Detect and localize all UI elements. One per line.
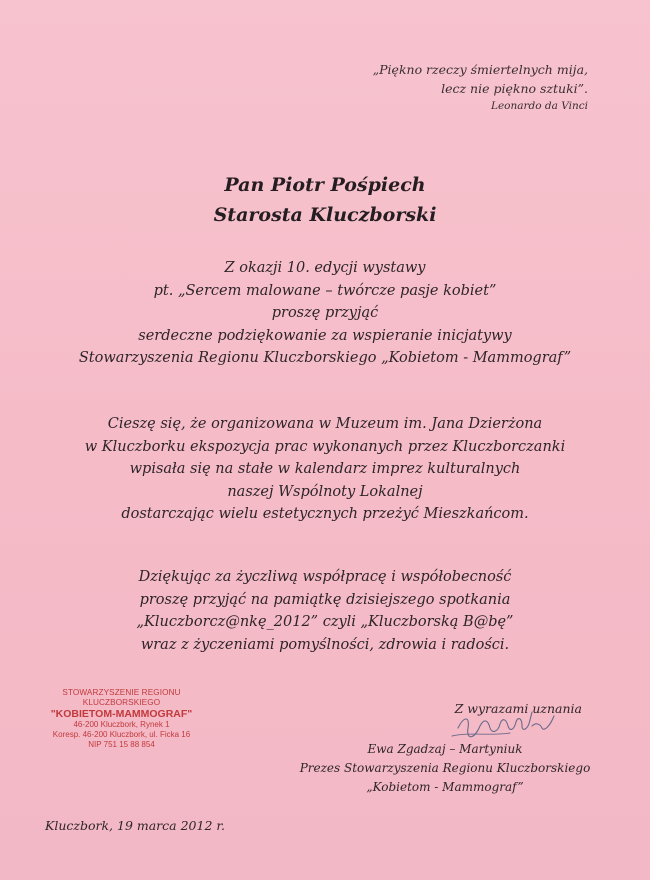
signatory-name: Ewa Zgadzaj – Martyniuk	[367, 742, 523, 756]
stamp-line-3: 46-200 Kluczbork, Rynek 1	[73, 720, 170, 729]
paragraph-line: Stowarzyszenia Regionu Kluczborskiego „Kobietom - Mammograf”	[78, 350, 572, 366]
paragraph-exhibition	[20, 413, 630, 526]
paragraph-line: Cieszę się, że organizowana w Muzeum im. Jana Dzierżona	[107, 416, 543, 432]
stamp-line-2: "KOBIETOM-MAMMOGRAF"	[50, 708, 193, 720]
paragraph-line: wpisała się na stałe w kalendarz imprez kulturalnych	[129, 461, 521, 477]
addressee-title: Starosta Kluczborski	[213, 204, 437, 226]
association-stamp	[34, 688, 209, 750]
signatory-role: Prezes Stowarzyszenia Regionu Kluczborskiego	[299, 761, 591, 775]
stamp-line-4: Koresp. 46-200 Kluczbork, ul. Ficka 16	[52, 730, 191, 739]
paragraph-line: serdeczne podziękowanie za wspieranie inicjatywy	[138, 327, 512, 344]
paragraph-line: Z okazji 10. edycji wystawy	[224, 260, 426, 276]
paragraph-line: pt. „Sercem malowane – twórcze pasje kobiet”	[153, 282, 497, 299]
epigraph-quote	[373, 60, 588, 115]
paragraph-line: wraz z życzeniami pomyślności, zdrowia i radości.	[140, 636, 510, 653]
paragraph-wishes	[20, 566, 630, 656]
paragraph-line: „Kluczborcz@nkę_2012” czyli „Kluczborską B@bę”	[136, 614, 514, 630]
closing-phrase: Z wyrazami uznania	[454, 701, 582, 716]
signatory-org: „Kobietom - Mammograf”	[366, 780, 524, 794]
place-and-date: Kluczbork, 19 marca 2012 r.	[45, 818, 225, 833]
signatory-block	[280, 740, 610, 797]
quote-line-1: „Piękno rzeczy śmiertelnych mija,	[372, 62, 588, 77]
stamp-line-1: STOWARZYSZENIE REGIONU KLUCZBORSKIEGO	[62, 688, 181, 707]
paragraph-line: proszę przyjąć na pamiątkę dzisiejszego spotkania	[139, 591, 511, 608]
addressee	[0, 170, 650, 230]
paragraph-thanks	[20, 257, 630, 370]
addressee-name: Pan Piotr Pośpiech	[224, 174, 426, 196]
quote-line-2: lecz nie piękno sztuki”.	[441, 81, 588, 96]
paragraph-line: Dziękując za życzliwą współpracę i współobecność	[138, 569, 512, 585]
paragraph-line: w Kluczborku ekspozycja prac wykonanych przez Kluczborczanki	[84, 438, 566, 455]
stamp-line-5: NIP 751 15 88 854	[88, 740, 155, 749]
quote-author: Leonardo da Vinci	[490, 100, 588, 112]
paragraph-line: dostarczając wielu estetycznych przeżyć Mieszkańcom.	[121, 506, 529, 522]
paragraph-line: proszę przyjąć	[271, 305, 379, 321]
paragraph-line: naszej Wspólnoty Lokalnej	[227, 483, 423, 500]
